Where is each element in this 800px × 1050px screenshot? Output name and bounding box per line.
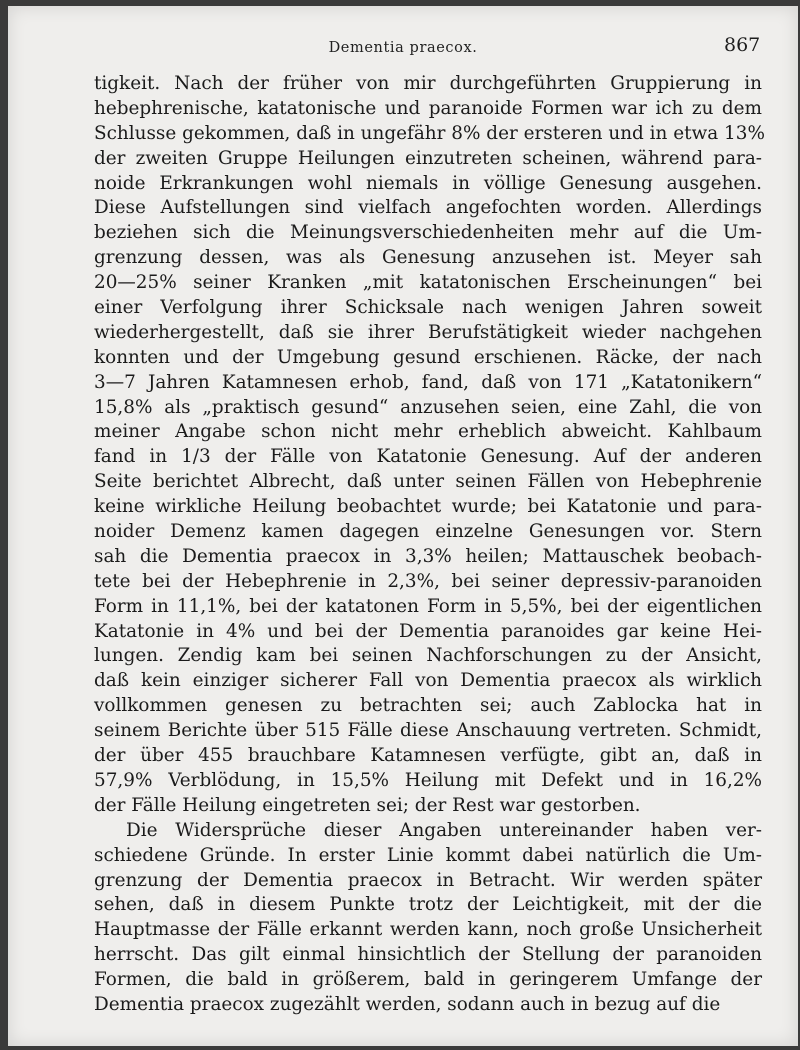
text-line: tete bei der Hebephrenie in 2,3%, bei seiner depressiv-paranoiden: [94, 570, 762, 592]
text-line: Seite berichtet Albrecht, daß unter seinen Fällen von Hebephrenie: [94, 471, 762, 493]
text-line: der zweiten Gruppe Heilungen einzutreten scheinen, während para-: [94, 147, 762, 169]
text-line: lungen. Zendig kam bei seinen Nachforschungen zu der Ansicht,: [94, 645, 762, 667]
text-line: beziehen sich die Meinungsverschiedenheiten mehr auf die Um-: [94, 222, 762, 244]
text-line: 15,8% als „praktisch gesund“ anzusehen seien, eine Zahl, die von: [94, 396, 762, 418]
text-line: seinem Berichte über 515 Fälle diese Anschauung vertreten. Schmidt,: [94, 720, 762, 742]
text-line: Katatonie in 4% und bei der Dementia paranoides gar keine Hei-: [94, 620, 762, 642]
text-line: der Fälle Heilung eingetreten sei; der Rest war gestorben.: [94, 794, 641, 816]
text-line: hebephrenische, katatonische und paranoide Formen war ich zu dem: [94, 97, 762, 119]
paragraph: [94, 819, 762, 1018]
text-line: grenzung dessen, was als Genesung anzusehen ist. Meyer sah: [94, 247, 762, 269]
text-line: 57,9% Verblödung, in 15,5% Heilung mit Defekt und in 16,2%: [94, 769, 762, 791]
text-line: wiederhergestellt, daß sie ihrer Berufstätigkeit wieder nachgehen: [94, 321, 762, 343]
text-line: herrscht. Das gilt einmal hinsichtlich der Stellung der paranoiden: [94, 944, 762, 966]
text-line: daß kein einziger sicherer Fall von Dementia praecox als wirklich: [94, 670, 762, 692]
text-line: 3—7 Jahren Katamnesen erhob, fand, daß von 171 „Katatonikern“: [94, 371, 762, 393]
text-line: noide Erkrankungen wohl niemals in völlige Genesung ausgehen.: [94, 172, 762, 194]
text-line: sehen, daß in diesem Punkte trotz der Leichtigkeit, mit der die: [94, 894, 762, 916]
text-line: meiner Angabe schon nicht mehr erheblich abweicht. Kahlbaum: [94, 421, 762, 443]
text-line: Schlusse gekommen, daß in ungefähr 8% der ersteren und in etwa 13%: [94, 122, 765, 144]
text-line: Form in 11,1%, bei der katatonen Form in 5,5%, bei der eigentlichen: [94, 595, 762, 617]
body-text: [94, 72, 765, 1018]
text-line: einer Verfolgung ihrer Schicksale nach wenigen Jahren soweit: [94, 297, 762, 319]
text-line: schiedene Gründe. In erster Linie kommt dabei natürlich die Um-: [94, 844, 762, 866]
text-line: Hauptmasse der Fälle erkannt werden kann, noch große Unsicherheit: [94, 919, 762, 941]
text-line: noider Demenz kamen dagegen einzelne Genesungen vor. Stern: [94, 521, 762, 543]
running-title: Dementia praecox.: [328, 40, 478, 56]
paragraph: [94, 72, 765, 819]
text-line: grenzung der Dementia praecox in Betracht. Wir werden später: [94, 869, 762, 891]
text-line: keine wirkliche Heilung beobachtet wurde; bei Katatonie und para-: [94, 496, 762, 518]
text-line: Die Widersprüche dieser Angaben untereinander haben ver-: [126, 819, 762, 841]
page-number: 867: [724, 34, 761, 56]
text-line: tigkeit. Nach der früher von mir durchgeführten Gruppierung in: [94, 73, 762, 94]
text-line: Diese Aufstellungen sind vielfach angefochten worden. Allerdings: [94, 197, 762, 219]
page-header: [8, 34, 798, 64]
text-line: Dementia praecox zugezählt werden, sodann auch in bezug auf die: [94, 993, 721, 1015]
book-page: [8, 6, 798, 1046]
text-line: der über 455 brauchbare Katamnesen verfügte, gibt an, daß in: [94, 745, 762, 767]
text-line: fand in 1/3 der Fälle von Katatonie Genesung. Auf der anderen: [94, 446, 762, 468]
text-line: konnten und der Umgebung gesund erschienen. Räcke, der nach: [94, 346, 762, 368]
text-line: vollkommen genesen zu betrachten sei; auch Zablocka hat in: [94, 695, 762, 717]
text-line: Formen, die bald in größerem, bald in geringerem Umfange der: [94, 969, 762, 991]
text-line: sah die Dementia praecox in 3,3% heilen; Mattauschek beobach-: [94, 545, 762, 567]
text-line: 20—25% seiner Kranken „mit katatonischen Erscheinungen“ bei: [94, 272, 762, 294]
